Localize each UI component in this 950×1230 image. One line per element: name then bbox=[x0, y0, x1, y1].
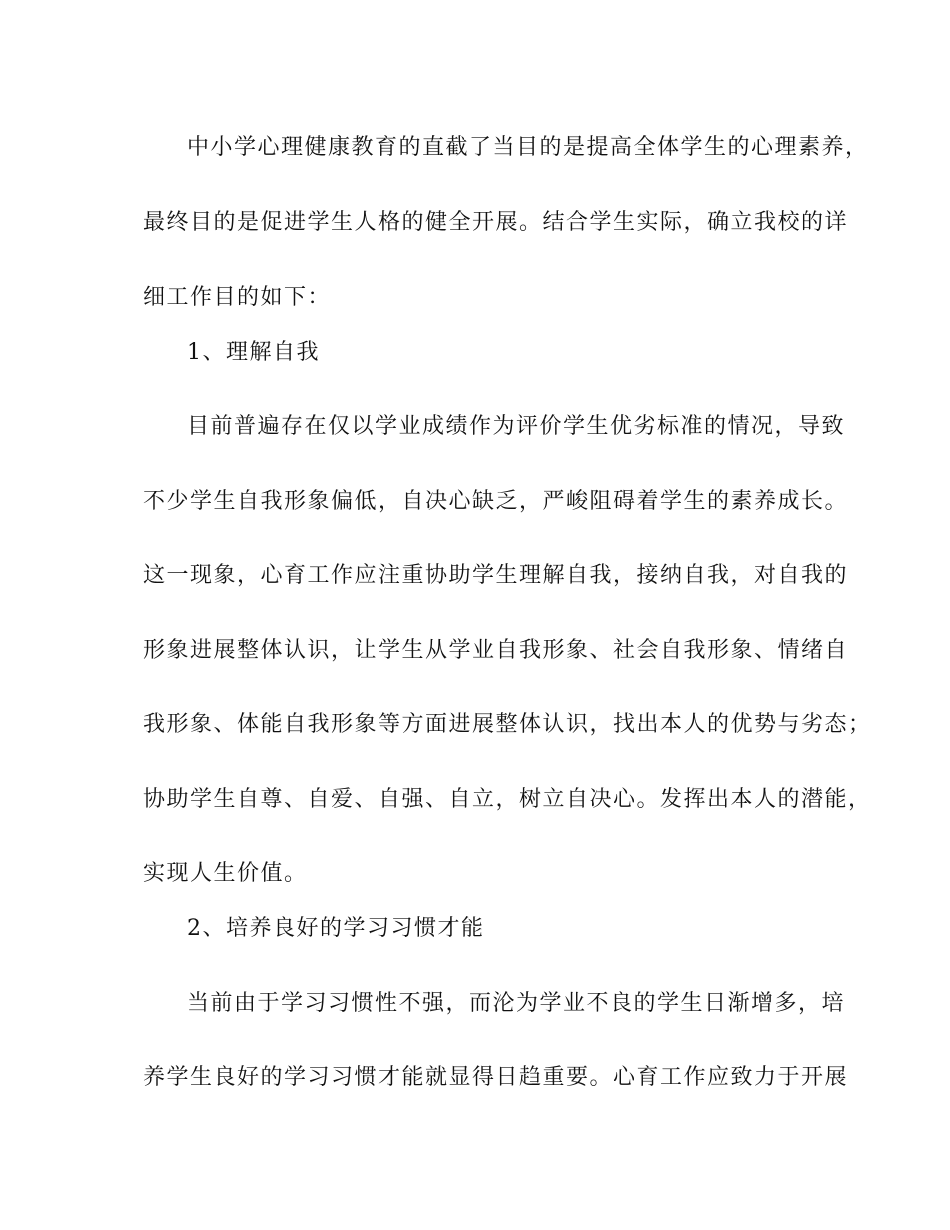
section-heading: 2、培养良好的学习习惯才能 bbox=[187, 916, 485, 941]
body-text-line: 中小学心理健康教育的直截了当目的是提高全体学生的心理素养， bbox=[187, 135, 869, 160]
body-text-line: 这一现象，心育工作应注重协助学生理解自我，接纳自我，对自我的 bbox=[143, 563, 849, 588]
body-text-line: 我形象、体能自我形象等方面进展整体认识，找出本人的优势与劣态； bbox=[143, 712, 872, 737]
body-text-line: 不少学生自我形象偏低，自决心缺乏，严峻阻碍着学生的素养成长。 bbox=[143, 488, 849, 514]
body-text-line: 协助学生自尊、自爱、自强、自立，树立自决心。发挥出本人的潜能， bbox=[143, 786, 872, 812]
body-text-line: 细工作目的如下： bbox=[143, 284, 332, 310]
body-text-line: 目前普遍存在仅以学业成绩作为评价学生优劣标准的情况，导致 bbox=[187, 414, 846, 439]
section-heading: 1、理解自我 bbox=[187, 339, 320, 365]
body-text-line: 当前由于学习习惯性不强，而沦为学业不良的学生日渐增多，培 bbox=[187, 990, 846, 1016]
document-body bbox=[143, 126, 872, 1131]
body-text-line: 形象进展整体认识，让学生从学业自我形象、社会自我形象、情绪自 bbox=[143, 637, 849, 663]
body-text-line: 实现人生价值。 bbox=[143, 861, 308, 886]
body-text-line: 养学生良好的学习习惯才能就显得日趋重要。心育工作应致力于开展 bbox=[143, 1065, 849, 1090]
body-text-line: 最终目的是促进学生人格的健全开展。结合学生实际，确立我校的详 bbox=[143, 210, 849, 235]
